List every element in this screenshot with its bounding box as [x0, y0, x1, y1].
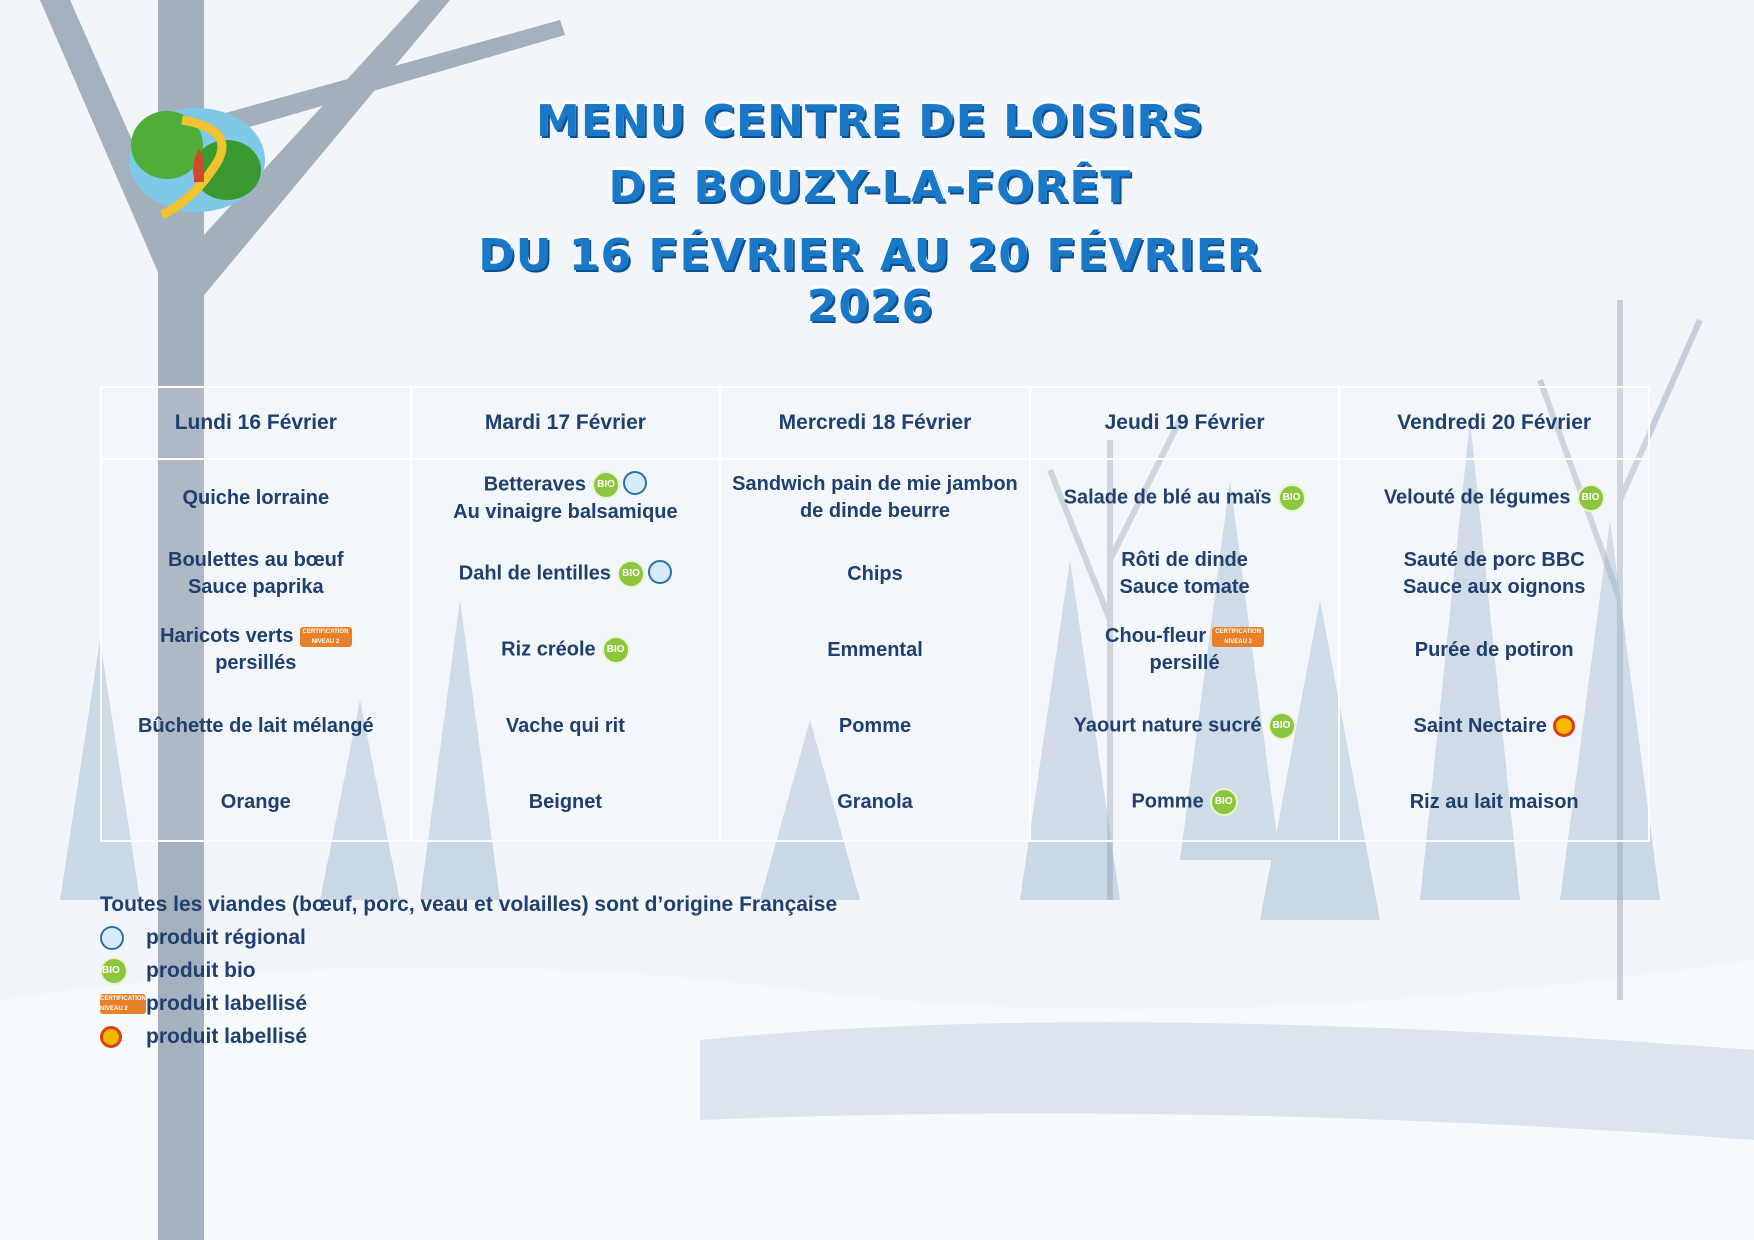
day-column [101, 459, 411, 841]
dish-name: Quiche lorraine [182, 486, 330, 509]
dish-badges [1278, 484, 1306, 512]
dish-name-line-2: persillé [1149, 652, 1220, 674]
dish-item [721, 460, 1029, 536]
bio-label-icon: BIO [1268, 712, 1296, 740]
legend-label: produit labellisé [146, 991, 308, 1015]
dish-text [1064, 484, 1306, 512]
dish-badges [1210, 788, 1238, 816]
aop-label-icon [100, 1026, 122, 1048]
bio-label-icon: BIO [1278, 484, 1306, 512]
dish-badges [602, 636, 630, 664]
certification-label-icon: CERTIFICATION NIVEAU 2 [1212, 627, 1264, 647]
town-logo [122, 100, 272, 225]
dish-item [102, 460, 410, 536]
dish-name: Velouté de légumes [1383, 486, 1571, 509]
dish-item [102, 688, 410, 764]
dish-name: Rôti de dinde [1121, 549, 1248, 571]
dish-name: Chou-fleur [1105, 625, 1207, 647]
dish-text [837, 789, 913, 816]
dish-item [412, 764, 720, 840]
dish-name: Beignet [528, 790, 603, 813]
dish-badges [1553, 715, 1575, 737]
dish-item [721, 688, 1029, 764]
dish-name-line-2: Sauce paprika [187, 576, 324, 598]
dish-badges [617, 560, 672, 588]
bio-label-icon: BIO [100, 957, 128, 985]
dish-text [827, 637, 923, 664]
legend-item [100, 987, 837, 1020]
dish-name-line-2: de dinde beurre [799, 500, 950, 522]
dish-text [160, 623, 351, 677]
dish-badges [1268, 712, 1296, 740]
dish-text [1105, 623, 1264, 677]
dish-text [1131, 788, 1237, 816]
menu-title-line-1: MENU CENTRE DE LOISIRS [536, 96, 1204, 147]
dish-text [506, 713, 625, 740]
dish-text [459, 560, 672, 588]
dish-text [501, 636, 629, 664]
dish-name: Bûchette de lait mélangé [137, 714, 374, 737]
dish-badges [300, 627, 352, 647]
dish-item [1031, 536, 1339, 612]
dish-item [1031, 688, 1339, 764]
dish-name: Chips [847, 562, 903, 585]
dish-item [721, 536, 1029, 612]
dish-item [1031, 764, 1339, 840]
dish-name: Saint Nectaire [1413, 714, 1547, 737]
dish-name-line-2: Au vinaigre balsamique [453, 500, 678, 523]
legend-item [100, 1020, 837, 1053]
legend-items [100, 921, 837, 1053]
dish-name: Orange [220, 790, 291, 813]
dish-text [221, 789, 291, 816]
certification-label-icon: CERTIFICATION NIVEAU 2 [100, 995, 146, 1012]
dishes-row [101, 459, 1649, 841]
dish-text [839, 713, 911, 740]
day-column [1339, 459, 1649, 841]
menu-title-line-3: DU 16 FÉVRIER AU 20 FÉVRIER 2026 [478, 230, 1262, 332]
dish-item [721, 612, 1029, 688]
dish-name: Riz au lait maison [1409, 790, 1579, 813]
legend-icon-slot [100, 994, 146, 1014]
dish-item [721, 764, 1029, 840]
day-header: Lundi 16 Février [101, 387, 411, 459]
day-header-row [101, 387, 1649, 459]
dish-item [412, 612, 720, 688]
legend-icon-slot [100, 1026, 146, 1048]
legend-label: produit régional [146, 925, 306, 949]
dish-text [182, 485, 329, 512]
regional-product-icon [648, 560, 672, 584]
dish-item [102, 612, 410, 688]
certification-label-icon: CERTIFICATION NIVEAU 2 [300, 627, 352, 647]
dish-name-line-2: Sauce aux oignons [1403, 576, 1586, 598]
dish-name: Sauté de porc BBC [1403, 549, 1585, 571]
dish-text [732, 471, 1018, 525]
dish-name-line-2: Sauce tomate [1119, 576, 1250, 598]
dish-name: Purée de potiron [1414, 638, 1574, 661]
dish-item [412, 536, 720, 612]
legend-label: produit labellisé [146, 1024, 308, 1048]
day-header: Jeudi 19 Février [1030, 387, 1340, 459]
dish-text [1384, 484, 1605, 512]
dish-name-line-2: persillés [215, 652, 297, 674]
dish-item [102, 764, 410, 840]
dish-badges [1577, 484, 1605, 512]
dish-name: Emmental [827, 638, 923, 661]
bio-label-icon: BIO [1210, 788, 1238, 816]
dish-name: Granola [837, 790, 913, 813]
bio-label-icon: BIO [602, 636, 630, 664]
legend-label: produit bio [146, 958, 256, 982]
day-header: Mardi 17 Février [411, 387, 721, 459]
dish-item [1340, 688, 1648, 764]
dish-text [1415, 637, 1574, 664]
dish-item [1340, 764, 1648, 840]
dish-text [453, 471, 678, 526]
bio-label-icon: BIO [1577, 484, 1605, 512]
dish-name: Sandwich pain de mie jambon [732, 473, 1018, 495]
legend-icon-slot [100, 957, 146, 985]
dish-item [1340, 536, 1648, 612]
legend-item [100, 954, 837, 987]
dish-item [412, 688, 720, 764]
regional-product-icon [100, 926, 124, 950]
dish-name: Haricots verts [160, 625, 294, 647]
legend-item [100, 921, 837, 954]
dish-text [138, 713, 374, 740]
menu-title-line-2: DE BOUZY-LA-FORÊT [608, 162, 1132, 213]
weekly-menu-table [100, 386, 1650, 842]
dish-item [412, 460, 720, 536]
dish-item [1340, 612, 1648, 688]
dish-badges [1212, 627, 1264, 647]
bio-label-icon: BIO [592, 471, 620, 499]
legend-icon-slot [100, 926, 146, 950]
day-column [1030, 459, 1340, 841]
day-header: Vendredi 20 Février [1339, 387, 1649, 459]
dish-text [529, 789, 602, 816]
day-column [720, 459, 1030, 841]
dish-name: Dahl de lentilles [458, 562, 612, 585]
regional-product-icon [623, 471, 647, 495]
dish-text [1410, 789, 1579, 816]
dish-text [1413, 713, 1574, 740]
dish-badges [592, 471, 647, 499]
dish-item [102, 536, 410, 612]
dish-item [1340, 460, 1648, 536]
day-column [411, 459, 721, 841]
bio-label-icon: BIO [617, 560, 645, 588]
dish-name: Riz créole [501, 638, 596, 661]
dish-item [1031, 460, 1339, 536]
day-header: Mercredi 18 Février [720, 387, 1030, 459]
dish-name: Yaourt nature sucré [1073, 714, 1262, 737]
dish-text [1120, 547, 1250, 601]
legend [100, 893, 837, 1053]
dish-name: Betteraves [483, 472, 587, 495]
meat-origin-note: Toutes les viandes (bœuf, porc, veau et volailles) sont d’origine Française [100, 893, 838, 916]
dish-text [1403, 547, 1585, 601]
dish-text [1074, 712, 1296, 740]
dish-text [168, 547, 344, 601]
dish-name: Pomme [838, 714, 912, 737]
aop-label-icon [1553, 715, 1575, 737]
dish-item [1031, 612, 1339, 688]
dish-text [847, 561, 903, 588]
dish-name: Salade de blé au maïs [1063, 486, 1272, 509]
dish-name: Pomme [1131, 790, 1204, 813]
dish-name: Boulettes au bœuf [168, 549, 344, 571]
dish-name: Vache qui rit [505, 714, 625, 737]
